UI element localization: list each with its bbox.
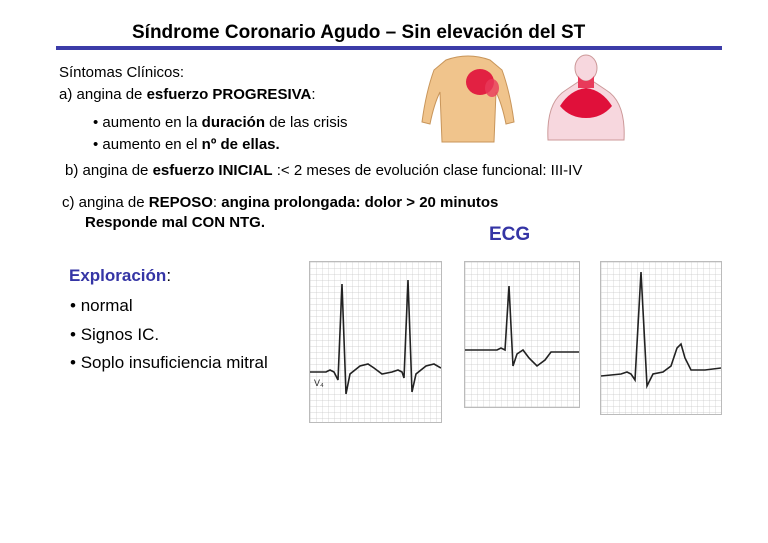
ecg-strip-3 xyxy=(600,261,722,415)
item-a: a) angina de esfuerzo PROGRESIVA: xyxy=(59,86,316,103)
ecg-strip-1 xyxy=(309,261,442,423)
ecg-label: ECG xyxy=(489,224,531,245)
list-item: • Soplo insuficiencia mitral xyxy=(70,353,268,372)
bullet-duracion: • aumento en la duración de las crisis xyxy=(93,114,348,131)
page-title: Síndrome Coronario Agudo – Sin elevación del ST xyxy=(132,22,586,43)
list-item: • Signos IC. xyxy=(70,325,160,344)
sintomas-heading: Síntomas Clínicos: xyxy=(59,64,185,81)
list-item: • normal xyxy=(70,296,133,315)
item-b: b) angina de esfuerzo INICIAL :< 2 meses de evolución clase funcional: III-IV xyxy=(65,162,583,179)
item-c: c) angina de REPOSO: angina prolongada: dolor > 20 minutos xyxy=(62,194,499,211)
lead-label: V₄ xyxy=(314,378,324,388)
exploracion-heading: Exploración: xyxy=(69,266,172,285)
upper-body-pain-illustration xyxy=(540,52,632,144)
title-divider xyxy=(56,46,722,50)
ecg-strip-2 xyxy=(464,261,580,408)
bullet-numero: • aumento en el nº de ellas. xyxy=(93,136,280,153)
torso-pain-illustration xyxy=(418,52,518,144)
item-c-line2: Responde mal CON NTG. xyxy=(85,214,266,231)
